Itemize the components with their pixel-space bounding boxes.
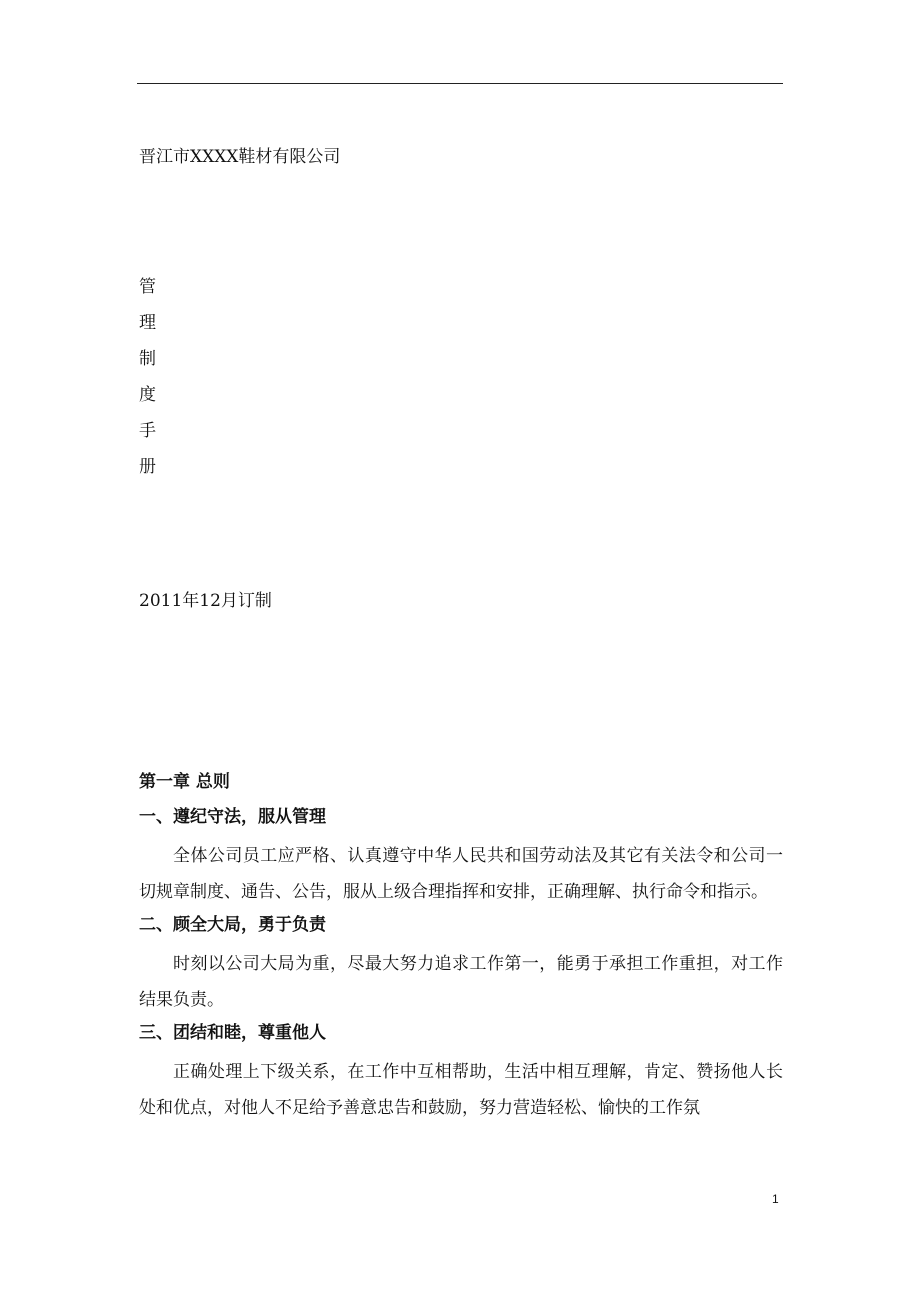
section-body: 全体公司员工应严格、认真遵守中华人民共和国劳动法及其它有关法令和公司一切规章制度、通告、公告，服从上级合理指挥和安排，正确理解、执行命令和指示。 [139,846,783,902]
title-char: 手 [139,421,156,441]
header-rule [137,83,783,84]
section-body: 正确处理上下级关系，在工作中互相帮助，生活中相互理解，肯定、赞扬他人长处和优点，对他人不足给予善意忠告和鼓励，努力营造轻松、愉快的工作氛 [139,1062,783,1118]
page-number: 1 [772,1192,779,1206]
chapter-title: 第一章 总则 [139,772,230,792]
section-heading: 二、顾全大局，勇于负责 [139,915,326,935]
chapter-section [139,768,783,1126]
title-char: 度 [139,385,156,405]
title-char: 制 [139,349,156,369]
date-line: 2011年12月订制 [139,591,272,611]
company-name: 晋江市XXXX鞋材有限公司 [139,147,341,167]
section-heading: 一、遵纪守法，服从管理 [139,807,326,827]
title-char: 理 [139,313,156,333]
vertical-title [139,272,163,488]
section-heading: 三、团结和睦，尊重他人 [139,1023,326,1043]
section-body: 时刻以公司大局为重，尽最大努力追求工作第一，能勇于承担工作重担，对工作结果负责。 [139,954,783,1010]
title-char: 管 [139,277,156,297]
title-char: 册 [139,457,156,477]
